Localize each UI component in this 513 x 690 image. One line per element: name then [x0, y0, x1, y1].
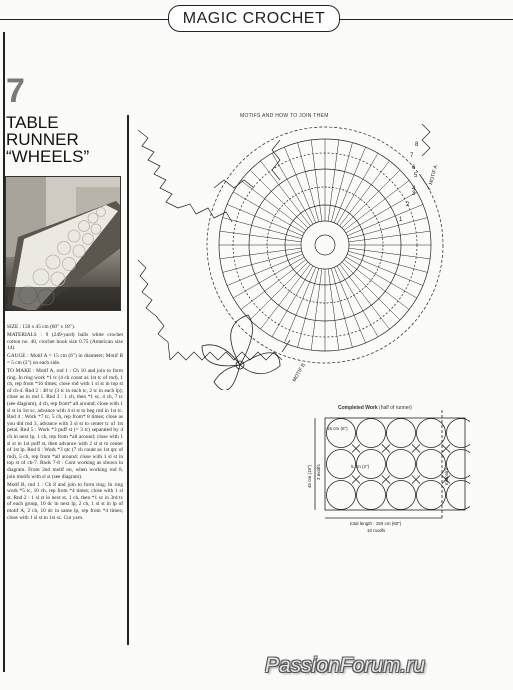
materials-text: MATERIALS : 9 (249-yard) balls white crochet cotton no. 40, crochet hook size 0.75 (American size 14). — [7, 332, 123, 352]
motif-a-spoke — [344, 260, 409, 310]
round-label-8: 8 — [415, 142, 419, 148]
midpoint-label: midpoint — [444, 467, 449, 485]
motif-a-spoke — [342, 262, 400, 320]
dim-label-b: 5 cm (2") — [351, 464, 370, 469]
round-label-2: 2 — [406, 202, 410, 208]
motif-a-spoke — [284, 267, 315, 343]
size-text: SIZE : 150 x 45 cm (60" x 18"). — [7, 324, 76, 330]
motif-a-spoke — [241, 180, 306, 230]
motif-a-spoke — [334, 267, 365, 343]
motif-a-spoke — [337, 153, 378, 224]
pattern-title-line-2: RUNNER — [6, 130, 79, 149]
crochet-chart — [130, 120, 505, 390]
motif-a-spoke — [272, 266, 313, 337]
layout-motif-a — [447, 419, 471, 448]
motif-a-spoke — [337, 266, 378, 337]
motif-a-spoke — [227, 204, 303, 235]
motif-a-spoke — [241, 260, 306, 310]
motif-a-spoke — [331, 268, 352, 347]
layout-motif-a — [417, 419, 446, 448]
layout-motif-a — [447, 450, 471, 479]
motif-a-spoke — [346, 192, 417, 233]
gauge-text: GAUGE : Motif A = 15 cm (6") in diameter; Motif B = 5 cm (2") on each side. — [7, 353, 123, 366]
motif-a-spoke — [260, 161, 310, 226]
watermark: PassionForum.ru — [265, 654, 425, 677]
completed-work-heading: Completed Work — [338, 405, 378, 411]
motif-a-spoke — [298, 143, 319, 222]
height-label: 45 cm (18") — [307, 464, 312, 488]
round-label-3: 3 — [412, 191, 416, 197]
round-label-7: 7 — [410, 153, 414, 159]
motif-a-spoke — [311, 140, 322, 221]
motif-a-spoke — [250, 262, 308, 320]
motif-a-spoke — [272, 153, 313, 224]
motif-a-spoke — [349, 231, 430, 242]
motif-a-spoke — [347, 254, 423, 285]
layout-motif-a — [357, 481, 386, 510]
layout-motif-a — [417, 481, 446, 510]
motif-a-spoke — [311, 269, 322, 350]
table-runner-photo-art — [6, 177, 121, 311]
pattern-title-line-1: TABLE — [6, 113, 59, 132]
motif-a-spoke — [233, 192, 304, 233]
motif-a-spoke — [347, 204, 423, 235]
motif-a-spoke — [346, 257, 417, 298]
layout-motif-b — [352, 476, 360, 484]
layout-motif-a — [387, 481, 416, 510]
motif-a-spoke — [223, 251, 302, 272]
layout-motif-b — [382, 445, 390, 453]
motif-a-spoke — [227, 254, 303, 285]
to-make-text: TO MAKE : Motif A, rnd 1 : Ch 10 and join to form ring. In ring work *1 tc (4 ch count as 1st tc of rnd), 1 ch, rep from *16 times; close rnd with 1 sl st in top st of ch-4. Rnd 2 : 48 tc (3 tc in each tc, 2 tc in each lp); close as in rnd 1. Rnd 3 : 1 ch, then *1 sc, 4 ch, 7 tc (see diagram), 4 ch, rep from* all around; close with 1 sl st in 1st sc, advance with 4 sl st to beg rnd in 1st tc. Rnd 4 : Work *7 tc, 5 ch, rep from* 8 times; close as you did rnd 3, advance with 3 sl st to center tc of 1st petal. Rnd 5 : Work *3 puff st (= 3 tc) separated by 4 ch in next lp, 1 ch, rep from *all around; close with 1 sl st in 1st puff st, then advance with 2 sl st to center of 1st lp. Rnd 6 : Work *3 qtc (7 ch count as 1st qtc of rnd), 5 ch, rep from *all around; close with 1 sl st in top st of ch-7. Rnds 7-8 : Cont working as shown in diagram. From 2nd motif on, when working rnd 8, join motifs with sl st (see diagram). — [7, 368, 123, 480]
round-label-1: 1 — [399, 217, 403, 223]
magazine-title: MAGIC CROCHET — [168, 5, 340, 32]
length-motifs-label: 10 motifs — [367, 528, 386, 533]
layout-motif-a — [327, 419, 356, 448]
layout-motif-b — [442, 445, 450, 453]
motif-a-spoke — [342, 170, 400, 228]
motif-a-spoke — [340, 161, 390, 226]
round-label-4: 4 — [412, 186, 416, 192]
layout-motif-b — [352, 445, 360, 453]
column-rule — [127, 115, 129, 645]
layout-motif-a — [327, 481, 356, 510]
motif-a-spoke — [220, 248, 301, 259]
motif-a-spoke — [233, 257, 304, 298]
motif-a-spoke — [328, 140, 339, 221]
motif-a-spoke — [334, 147, 365, 223]
motif-a-spoke — [220, 231, 301, 242]
layout-motif-a — [447, 481, 471, 510]
left-rule — [3, 32, 5, 672]
length-label: total length : 150 cm (60") — [350, 521, 402, 526]
pattern-title — [6, 114, 124, 165]
table-runner-photo — [5, 176, 121, 311]
layout-motif-b — [412, 476, 420, 484]
diagram-caption: MOTIFS AND HOW TO JOIN THEM — [240, 113, 329, 119]
layout-motif-a — [357, 419, 386, 448]
round-label-6: 6 — [412, 165, 416, 171]
layout-motif-a — [387, 419, 416, 448]
motif-b-label: MOTIF B — [291, 362, 307, 383]
motif-a-spoke — [284, 147, 315, 223]
dim-label-a: 15 cm (6") — [327, 426, 348, 431]
layout-motif-a — [417, 450, 446, 479]
motif-a-spoke — [349, 248, 430, 259]
motif-a-spoke — [340, 264, 390, 329]
layout-motif-a — [387, 450, 416, 479]
motif-a-label: MOTIF A — [428, 164, 440, 186]
pattern-number: 7 — [6, 72, 25, 110]
layout-motif-b — [382, 476, 390, 484]
motif-a-spoke — [260, 264, 310, 329]
pattern-title-line-3: “WHEELS” — [6, 147, 90, 166]
height-motifs-label: 3 motifs — [316, 464, 321, 480]
layout-motif-b — [412, 445, 420, 453]
motif-a-spoke — [328, 269, 339, 350]
motif-b-text: Motif B, rnd 1 : Ch 8 and join to form ring. In ring work *5 tc, 10 ch, rep from *4 times; close with 1 sl st. Rnd 2 : 1 sl st in next st, 1 ch, then *1 sc in 3rd tc of each group, 10 dc in next lp, 2 ch, 1 sl st in lp of motif A, 2 ch, 10 dc in same lp, rep from *4 times; close with 1 sl st in 1st sc. Cut yarn. — [7, 481, 123, 521]
round-label-5: 5 — [414, 173, 418, 179]
completed-work-subtitle: (half of runner) — [379, 405, 412, 411]
instructions — [7, 324, 123, 523]
completed-work-layout — [305, 410, 470, 535]
